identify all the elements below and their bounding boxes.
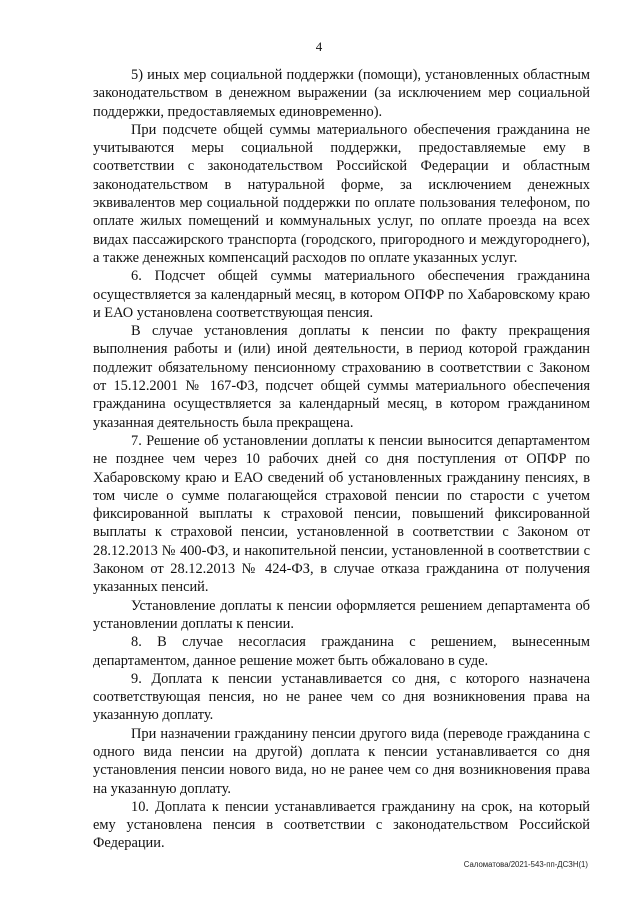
footer-reference: Саломатова/2021-543-пп-ДСЗН(1) — [463, 860, 588, 869]
paragraph-10: 10. Доплата к пенсии устанавливается гражданину на срок, на который ему установлена пенсия в соответствии с законодательством Российской Федерации. — [93, 798, 590, 852]
paragraph-item-5: 5) иных мер социальной поддержки (помощи), установленных областным законодательством в денежном выражении (за исключением мер социальной поддержки, предоставляемых единовременно). — [93, 67, 590, 120]
document-body — [93, 66, 590, 853]
paragraph-6-termination-case: В случае установления доплаты к пенсии по факту прекращения выполнения работы и (или) иной деятельности, в период которой гражданин подлежит обязательному пенсионному страхованию в соответствии с Законом от 15.12.2001 № 167-ФЗ, подсчет общей суммы материального обеспечения гражданина осуществляется за календарный месяц, в котором гражданином указанная деятельность была прекращена. — [93, 323, 590, 431]
paragraph-7-formalization: Установление доплаты к пенсии оформляется решением департамента об установлении доплаты к пенсии. — [93, 597, 590, 632]
paragraph-calculation-exclusions: При подсчете общей суммы материального обеспечения гражданина не учитываются меры социальной поддержки, предоставляемые ему в соответствии с законодательством Российской Федерации и областным законодательством в натуральной форме, за исключением денежных эквивалентов мер социальной поддержки по оплате пользования телефоном, по оплате жилых помещений и коммунальных услуг, по оплате проезда на всех видах пассажирского транспорта (городского, пригородного и междугороднего), а также денежных компенсаций расходов по оплате указанных услуг. — [93, 121, 590, 266]
paragraph-7: 7. Решение об установлении доплаты к пенсии выносится департаментом не позднее чем через 10 рабочих дней со дня поступления от ОПФР по Хабаровскому краю и ЕАО сведений об установленных гражданину пенсиях, в том числе о сумме полагающейся страховой пенсии по старости с учетом фиксированной выплаты к страховой пенсии, повышений фиксированной выплаты к страховой пенсии, установленной в соответствии с Законом от 28.12.2013 № 400-ФЗ, и накопительной пенсии, установленной в соответствии с Законом от 28.12.2013 № 424-ФЗ, в случае отказа гражданина от получения указанных пенсий. — [93, 432, 590, 596]
paragraph-8: 8. В случае несогласия гражданина с решением, вынесенным департаментом, данное решение может быть обжаловано в суде. — [93, 634, 590, 669]
page-number: 4 — [315, 39, 323, 54]
paragraph-9-pension-change: При назначении гражданину пенсии другого вида (переводе гражданина с одного вида пенсии на другой) доплата к пенсии устанавливается со дня установления пенсии нового вида, но не ранее чем со дня возникновения права на указанную доплату. — [93, 725, 590, 797]
paragraph-9: 9. Доплата к пенсии устанавливается со дня, с которого назначена соответствующая пенсия, но не ранее чем со дня возникновения права на указанную доплату. — [93, 670, 590, 724]
paragraph-6: 6. Подсчет общей суммы материального обеспечения гражданина осуществляется за календарный месяц, в котором ОПФР по Хабаровскому краю и ЕАО установлена соответствующая пенсия. — [93, 268, 590, 321]
